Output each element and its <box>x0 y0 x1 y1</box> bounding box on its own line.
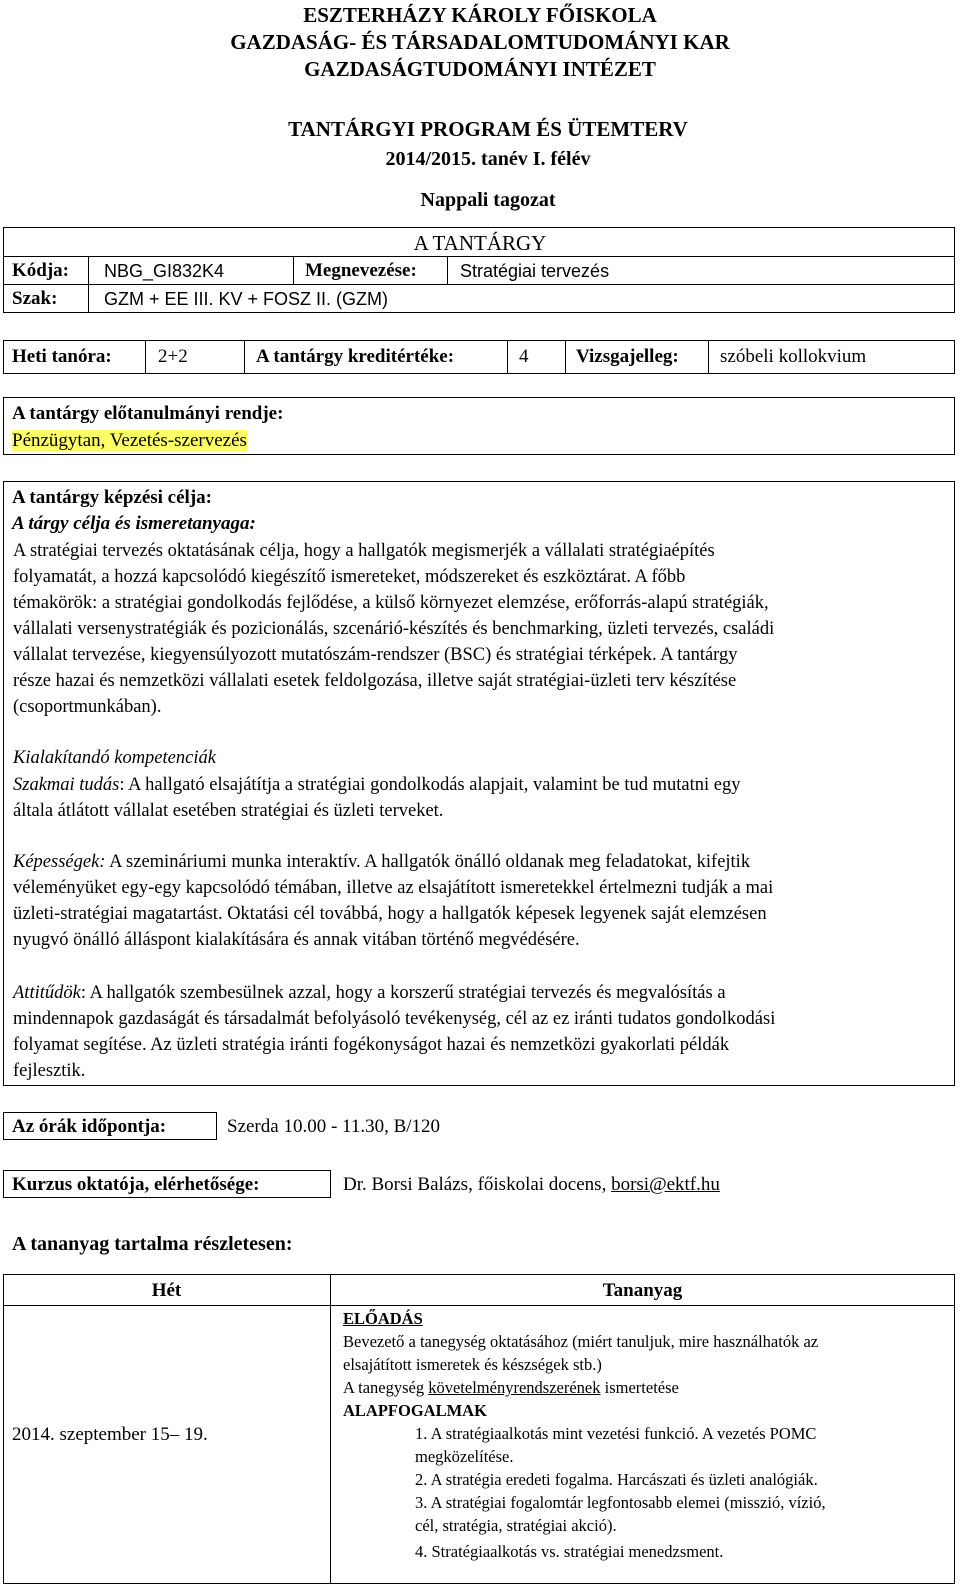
topic-item: 1. A stratégiaalkotás mint vezetési funkció. A vezetés POMC <box>415 1424 817 1443</box>
topic-item: 4. Stratégiaalkotás vs. stratégiai menedzsment. <box>415 1542 724 1561</box>
skills-line: véleményüket egy-egy kapcsolódó témában, illetve az elsajátított ismeretekkel értelmezni tudják a mai <box>13 878 774 898</box>
exam-label: Vizsgajelleg: <box>576 346 679 367</box>
faculty-name: GAZDASÁG- ÉS TÁRSADALOMTUDOMÁNYI KAR <box>230 30 730 54</box>
skills-line: nyugvó önálló álláspont kialakítására és annak vitában történő megvédésére. <box>13 930 580 950</box>
topic-item: megközelítése. <box>415 1447 514 1466</box>
weekly-hours-value: 2+2 <box>158 346 188 367</box>
col-material-header: Tananyag <box>602 1280 683 1301</box>
week-cell: 2014. szeptember 15– 19. <box>12 1424 208 1445</box>
subject-heading: A TANTÁRGY <box>413 231 547 255</box>
attitudes-line-1: Attitűdök: A hallgatók szembesülnek azzal, hogy a korszerű stratégiai tervezés és megvalósítás a <box>13 983 726 1003</box>
prereq-value: Pénzügytan, Vezetés-szervezés <box>12 430 247 451</box>
knowledge-line-1: Szakmai tudás: A hallgató elsajátítja a stratégiai gondolkodás alapjait, valamint be tud mutatni egy <box>13 775 741 795</box>
institution-name: ESZTERHÁZY KÁROLY FŐISKOLA <box>303 3 657 27</box>
credit-label: A tantárgy kreditértéke: <box>256 346 455 367</box>
schedule-value: Szerda 10.00 - 11.30, B/120 <box>227 1116 441 1137</box>
major-label: Szak: <box>12 288 58 309</box>
goal-line: témakörök: a stratégiai gondolkodás fejlődése, a külső környezet elemzése, erőforrás-alapú stratégiák, <box>13 593 769 613</box>
attitudes-line: mindennapok gazdaságát és társadalmát befolyásoló tevékenység, cél az ez iránti tudatos gondolkodási <box>13 1009 776 1029</box>
institute-name: GAZDASÁGTUDOMÁNYI INTÉZET <box>304 57 656 81</box>
exam-value: szóbeli kollokvium <box>720 346 867 367</box>
code-label: Kódja: <box>12 260 69 281</box>
study-mode: Nappali tagozat <box>420 189 556 211</box>
skills-label: Képességek: <box>13 852 106 872</box>
code-value: NBG_GI832K4 <box>104 261 225 281</box>
document-title: TANTÁRGYI PROGRAM ÉS ÜTEMTERV <box>288 117 688 141</box>
col-week-header: Hét <box>151 1280 182 1301</box>
goal-line: vállalat tervezése, kiegyensúlyozott mutatószám-rendszer (BSC) és stratégiai térképek. A tantárgy <box>13 645 738 665</box>
competencies-heading: Kialakítandó kompetenciák <box>13 748 216 768</box>
goal-line: (csoportmunkában). <box>13 697 162 717</box>
intro-line: elsajátított ismeretek és készségek stb.) <box>343 1355 602 1374</box>
schedule-label: Az órák időpontja: <box>12 1116 167 1137</box>
credit-value: 4 <box>519 346 529 367</box>
weekly-hours-label: Heti tanóra: <box>12 346 112 367</box>
basics-label: ALAPFOGALMAK <box>343 1401 487 1420</box>
knowledge-label: Szakmai tudás <box>13 775 120 795</box>
content-heading: A tananyag tartalma részletesen: <box>12 1233 293 1255</box>
intro-line: Bevezető a tanegység oktatásához (miért tanuljuk, mire használhatók az <box>343 1332 819 1351</box>
instructor-label: Kurzus oktatója, elérhetősége: <box>12 1174 260 1195</box>
attitudes-line: fejlesztik. <box>13 1061 86 1081</box>
requirements-link[interactable]: követelményrendszerének <box>428 1378 601 1397</box>
skills-line: üzleti-stratégiai magatartást. Oktatási cél továbbá, hogy a hallgatók képesek legyenek saját elemzésen <box>13 904 767 924</box>
attitudes-line: folyamat segítése. Az üzleti stratégia iránti fogékonyságot hazai és nemzetközi gyakorlati példák <box>13 1035 730 1055</box>
name-label: Megnevezése: <box>305 260 417 281</box>
name-value: Stratégiai tervezés <box>460 261 610 281</box>
instructor-value: Dr. Borsi Balázs, főiskolai docens, borsi@ektf.hu <box>343 1174 720 1195</box>
goal-line: része hazai és nemzetközi vállalati esetek feldolgozása, illetve saját stratégiai-üzleti terv készítése <box>13 671 737 691</box>
term: 2014/2015. tanév I. félév <box>385 148 591 170</box>
skills-line-1: Képességek: A szemináriumi munka interaktív. A hallgatók önálló oldanak meg feladatokat, kifejtik <box>13 852 751 872</box>
goal-line: folyamatát, a hozzá kapcsolódó kiegészítő ismereteket, módszereket és eszköztárat. A főbb <box>13 567 686 587</box>
goal-label: A tantárgy képzési célja: <box>12 487 212 508</box>
requirements-line: A tanegység követelményrendszerének ismertetése <box>343 1378 679 1397</box>
knowledge-line-2: általa átlátott vállalat esetében stratégiai és üzleti terveket. <box>13 801 444 821</box>
prereq-label: A tantárgy előtanulmányi rendje: <box>12 403 284 424</box>
goal-line: A stratégiai tervezés oktatásának célja, hogy a hallgatók megismerjék a vállalati stratégiaépítés <box>13 541 715 561</box>
goal-sublabel: A tárgy célja és ismeretanyaga: <box>12 513 256 534</box>
instructor-email-link[interactable]: borsi@ektf.hu <box>611 1174 720 1195</box>
topic-item: cél, stratégia, stratégiai akció). <box>415 1516 617 1535</box>
topic-item: 2. A stratégia eredeti fogalma. Harcászati és üzleti analógiák. <box>415 1470 818 1489</box>
major-value: GZM + EE III. KV + FOSZ II. (GZM) <box>104 289 389 309</box>
topic-item: 3. A stratégiai fogalomtár legfontosabb elemei (misszió, vízió, <box>415 1493 826 1512</box>
attitudes-label: Attitűdök <box>13 983 81 1003</box>
goal-line: vállalati versenystratégiák és pozicionálás, szcenárió-készítés és benchmarking, üzleti tervezés, családi <box>13 619 775 639</box>
lecture-label: ELŐADÁS <box>343 1309 423 1328</box>
